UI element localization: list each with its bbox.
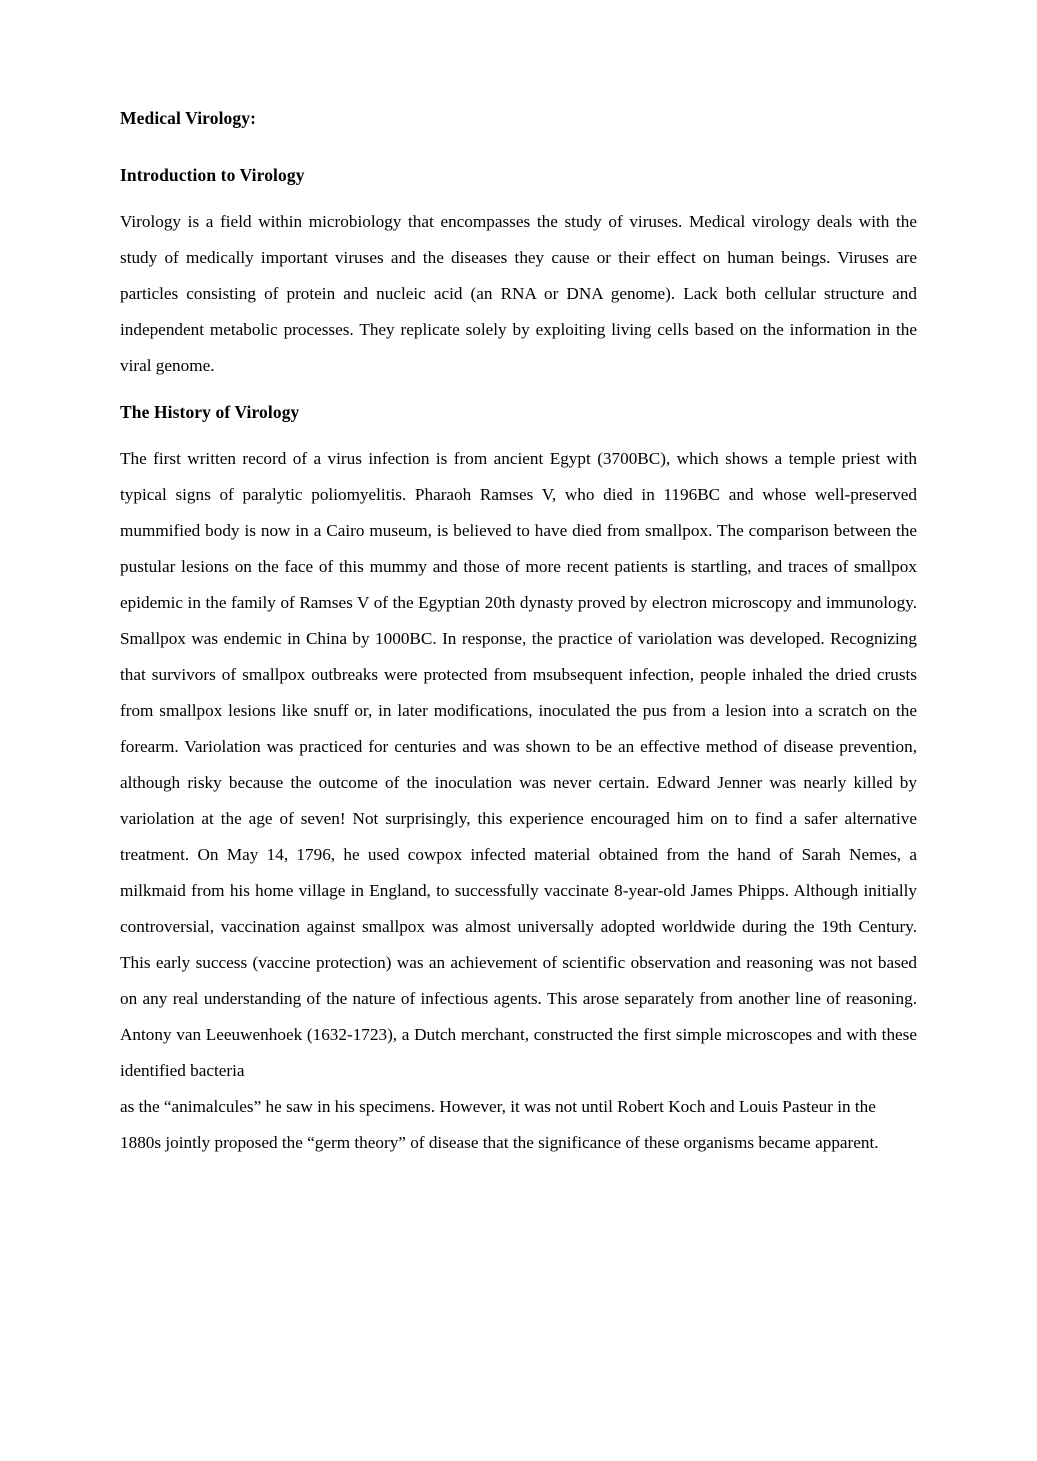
paragraph-history-part-1: The first written record of a virus infection is from ancient Egypt (3700BC), which shows a temple priest with typical signs of paralytic poliomyelitis. Pharaoh Ramses V, who died in 1196BC and whose well-preserved mummified body is now in a Cairo museum, is believed to have died from smallpox. The comparison between the pustular lesions on the face of this mummy and those of more recent patients is startling, and traces of smallpox epidemic in the family of Ramses V of the Egyptian 20th dynasty proved by electron microscopy and immunology. Smallpox was endemic in China by 1000BC. In response, the practice of variolation was developed. Recognizing that survivors of smallpox outbreaks were protected from msubsequent infection, people inhaled the dried crusts from smallpox lesions like snuff or, in later modifications, inoculated the pus from a lesion into a scratch on the forearm. Variolation was practiced for centuries and was shown to be an effective method of disease prevention, although risky because the outcome of the inoculation was never certain. Edward Jenner was nearly killed by variolation at the age of seven! Not surprisingly, this experience encouraged him on to find a safer alternative treatment. On May 14, 1796, he used cowpox infected material obtained from the hand of Sarah Nemes, a milkmaid from his home village in England, to successfully vaccinate 8-year-old James Phipps. Although initially controversial, vaccination against smallpox was almost universally adopted worldwide during the 19th Century. This early success (vaccine protection) was an achievement of scientific observation and reasoning was not based on any real understanding of the nature of infectious agents. This arose separately from another line of reasoning. Antony van Leeuwenhoek (1632-1723), a Dutch merchant, constructed the first simple microscopes and with these identified bacteria — [120, 449, 917, 1080]
page-title: Medical Virology: — [120, 108, 257, 128]
paragraph-history-part-2: as the “animalcules” he saw in his specimens. However, it was not until Robert Koch and Louis Pasteur in the 1880s jointly proposed the “germ theory” of disease that the significance of these organisms became apparent. — [120, 1097, 879, 1152]
paragraph-introduction: Virology is a field within microbiology that encompasses the study of viruses. Medical virology deals with the study of medically important viruses and the diseases they cause or their effect on human beings. Viruses are particles consisting of protein and nucleic acid (an RNA or DNA genome). Lack both cellular structure and independent metabolic processes. They replicate solely by exploiting living cells based on the information in the viral genome. — [120, 212, 917, 375]
section-heading-history: The History of Virology — [120, 402, 300, 422]
section-heading-introduction: Introduction to Virology — [120, 165, 305, 185]
paragraph-spacer — [120, 384, 917, 394]
